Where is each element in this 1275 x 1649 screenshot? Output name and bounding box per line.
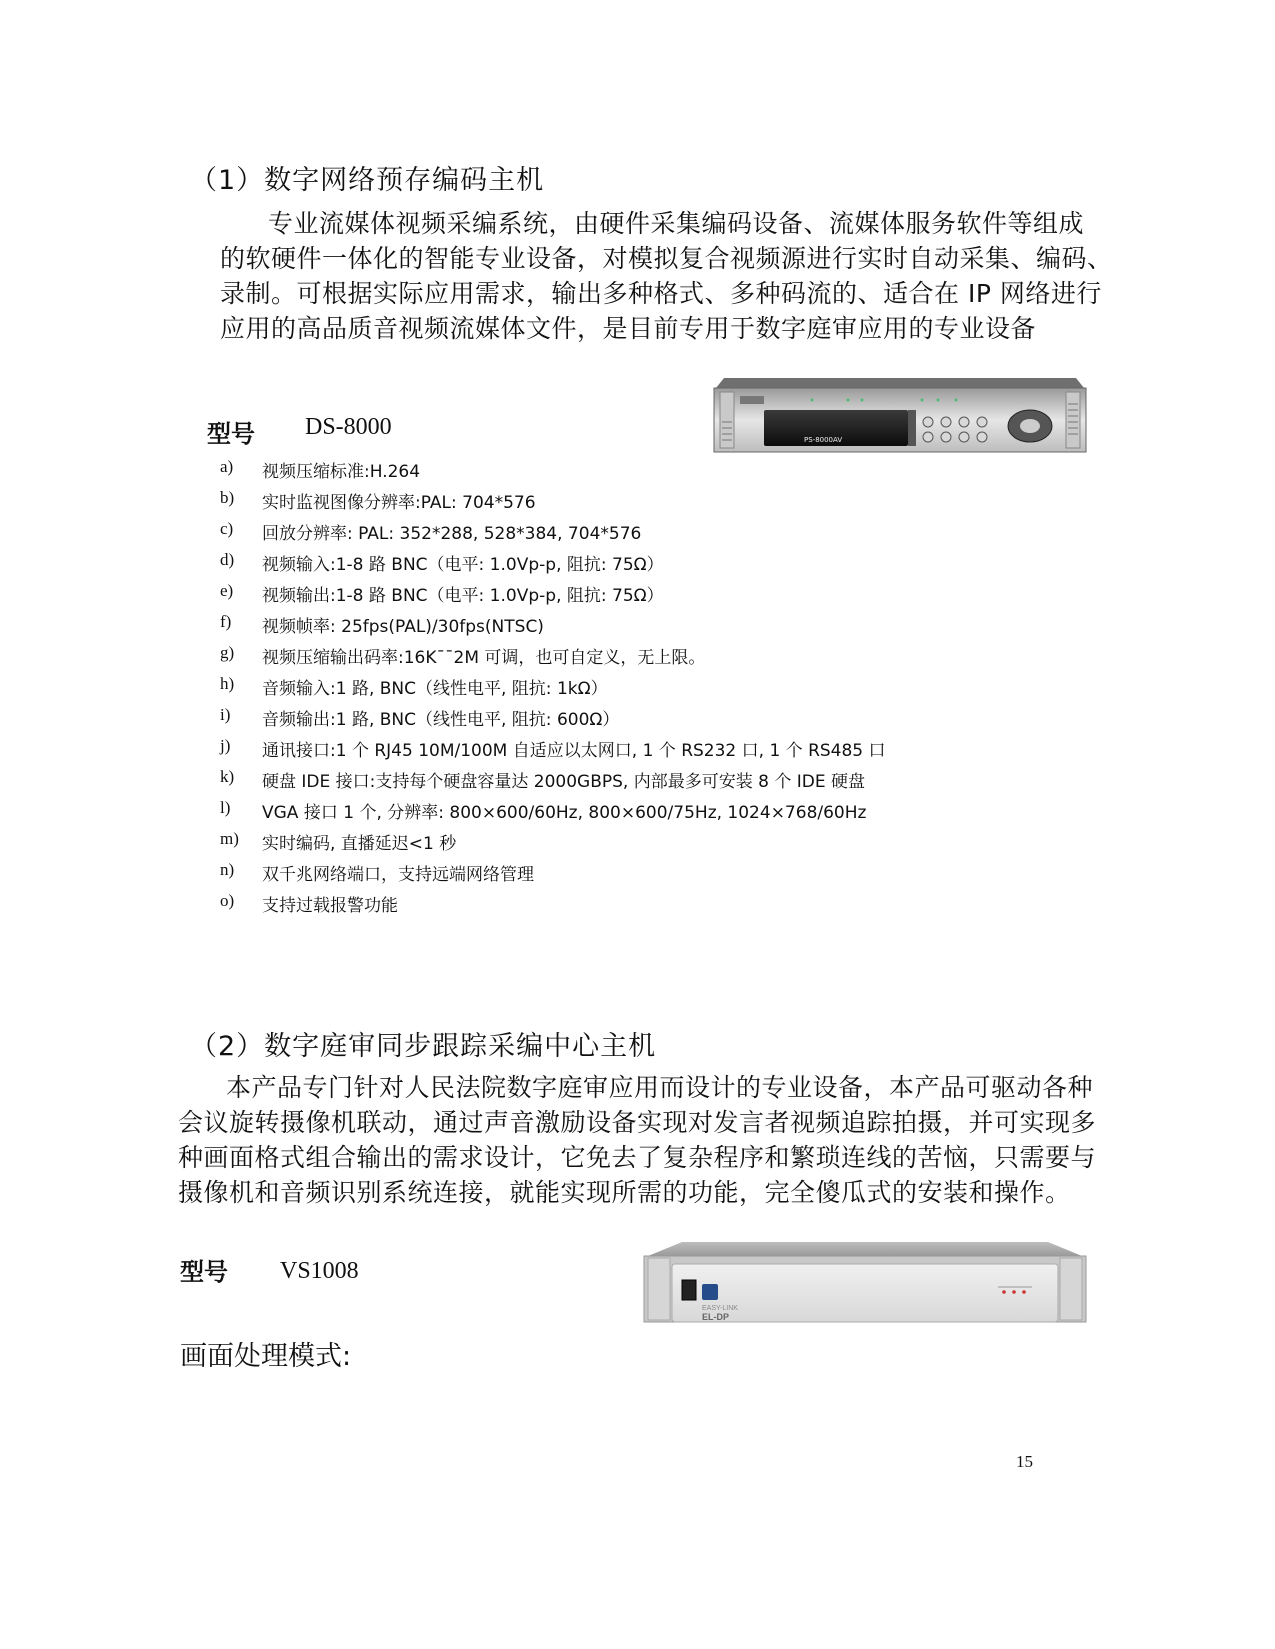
paragraph-line: 的软硬件一体化的智能专业设备，对模拟复合视频源进行实时自动采集、编码、 — [220, 244, 1113, 273]
model-value: VS1008 — [280, 1258, 359, 1284]
vs1008-device-image — [642, 1240, 1088, 1324]
model-label: 型号 — [180, 1258, 228, 1286]
section1-heading: （1）数字网络预存编码主机 — [190, 165, 545, 196]
paragraph-line: 录制。可根据实际应用需求，输出多种格式、多种码流的、适合在 IP 网络进行 — [220, 279, 1102, 308]
section1-paragraph — [220, 206, 1113, 346]
page-number: 15 — [1016, 1452, 1033, 1471]
section2-paragraph — [178, 1070, 1097, 1210]
ds8000-device-image — [712, 374, 1088, 454]
device-model: EL-DP — [702, 1312, 729, 1322]
device-brand: EASY-LINK — [702, 1305, 738, 1312]
spec-list: a) 视频压缩标准:H.264 b) 实时监视图像分辨率:PAL: 704*576 c) 回放分辨率: PAL: 352*288, 528*384, 704*576 d) 视频输入:1-8 路 BNC（电平: 1.0Vp-p, 阻抗: 75Ω） e) 视频输出:1-8 路 BNC（电平: 1.0Vp-p, 阻抗: 75Ω） f) 视频帧率: 25fps(PAL)/30fps(NTSC) g) 视频压缩输出码率:16K¯¯2M 可调，也可自定义，无上限。 h) 音频输入:1 路, BNC（线性电平, 阻抗: 1kΩ） i) 音频输出:1 路, BNC（线性电平, 阻抗: 600Ω） j) 通讯接口:1 个 RJ45 10M/100M 自适应以太网口, 1 个 RS232 口, 1 个 RS485 口 k) 硬盘 IDE 接口:支持每个硬盘容量达 2000GBPS, 内部最多可安装 8 个 IDE 硬盘 l) VGA 接口 1 个, 分辨率: 800×600/60Hz, 800×600/75Hz, 1024×768/60Hz m) 实时编码, 直播延迟<1 秒 n) 双千兆网络端口，支持远端网络管理 o) 支持过载报警功能 — [220, 457, 886, 916]
processing-mode-heading: 画面处理模式: — [180, 1341, 352, 1372]
model-label: 型号 — [207, 420, 255, 448]
paragraph-line: 专业流媒体视频采编系统，由硬件采集编码设备、流媒体服务软件等组成 — [268, 209, 1085, 238]
section2-heading: （2）数字庭审同步跟踪采编中心主机 — [190, 1031, 657, 1062]
paragraph-line: 摄像机和音频识别系统连接，就能实现所需的功能，完全傻瓜式的安装和操作。 — [178, 1178, 1071, 1207]
paragraph-line: 会议旋转摄像机联动，通过声音激励设备实现对发言者视频追踪拍摄，并可实现多 — [178, 1108, 1097, 1137]
model-value: DS-8000 — [305, 414, 392, 440]
paragraph-line: 种画面格式组合输出的需求设计，它免去了复杂程序和繁琐连线的苦恼，只需要与 — [178, 1143, 1097, 1172]
paragraph-line: 本产品专门针对人民法院数字庭审应用而设计的专业设备，本产品可驱动各种 — [226, 1073, 1094, 1102]
paragraph-line: 应用的高品质音视频流媒体文件，是目前专用于数字庭审应用的专业设备 — [220, 314, 1037, 343]
device-caption: PS-8000AV — [804, 436, 843, 444]
